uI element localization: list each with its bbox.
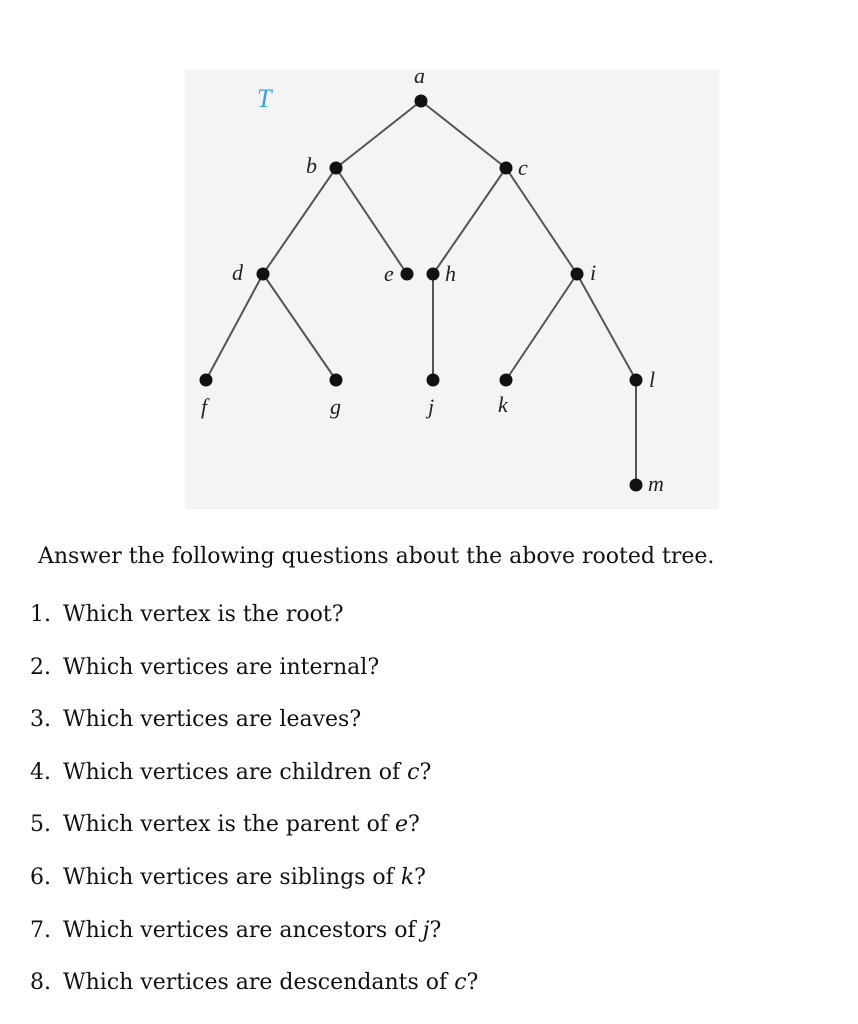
vertex-m xyxy=(630,479,643,492)
question-text: Which vertices are ancestors of xyxy=(63,917,423,943)
question-variable: k xyxy=(400,864,415,890)
edge-b-e xyxy=(336,168,407,274)
vertex-f xyxy=(200,374,213,387)
label-l: l xyxy=(649,367,656,392)
label-j: j xyxy=(428,394,435,419)
question-text: Which vertex is the root? xyxy=(63,602,344,627)
vertex-h xyxy=(427,268,440,281)
question-list xyxy=(30,600,478,1021)
label-b: b xyxy=(306,153,317,178)
question-number: 3. xyxy=(30,707,51,733)
vertex-i xyxy=(571,268,584,281)
vertex-b xyxy=(330,162,343,175)
edge-d-f xyxy=(206,274,263,380)
edge-b-d xyxy=(263,168,336,274)
question-item xyxy=(30,810,478,863)
question-item xyxy=(30,758,478,811)
label-i: i xyxy=(590,260,597,285)
vertex-a xyxy=(415,95,428,108)
question-text: Which vertices are siblings of xyxy=(63,864,401,890)
question-variable: c xyxy=(407,759,420,785)
question-item xyxy=(30,863,478,916)
question-variable: c xyxy=(454,970,467,996)
edge-i-l xyxy=(577,274,636,380)
edge-a-c xyxy=(421,101,506,168)
edge-i-k xyxy=(506,274,577,380)
question-number: 4. xyxy=(30,759,51,785)
question-end: ? xyxy=(419,759,432,785)
question-item xyxy=(30,600,478,653)
question-number: 6. xyxy=(30,864,51,890)
edge-c-h xyxy=(433,168,506,274)
label-c: c xyxy=(518,155,528,180)
tree-label: T xyxy=(257,84,272,113)
question-end: ? xyxy=(429,917,442,943)
question-variable: j xyxy=(422,917,430,943)
question-text: Which vertex is the parent of xyxy=(63,812,395,838)
question-text: Which vertices are internal? xyxy=(63,654,380,680)
question-number: 1. xyxy=(30,602,51,627)
question-item xyxy=(30,916,478,969)
question-item xyxy=(30,705,478,758)
question-number: 2. xyxy=(30,654,51,680)
label-d: d xyxy=(232,260,243,285)
question-end: ? xyxy=(414,864,426,890)
question-text: Which vertices are leaves? xyxy=(63,707,362,733)
intro-text: Answer the following questions about the above rooted tree. xyxy=(38,544,715,569)
question-item xyxy=(30,968,478,1021)
vertex-j xyxy=(427,374,440,387)
question-number: 5. xyxy=(30,812,51,838)
rooted-tree-diagram xyxy=(185,69,719,509)
question-end: ? xyxy=(466,970,479,996)
question-text: Which vertices are descendants of xyxy=(63,970,455,996)
vertex-d xyxy=(257,268,270,281)
label-k: k xyxy=(498,392,508,417)
question-end: ? xyxy=(408,812,420,838)
vertex-l xyxy=(630,374,643,387)
vertex-k xyxy=(500,374,513,387)
edge-a-b xyxy=(336,101,421,168)
label-e: e xyxy=(384,261,394,286)
question-text: Which vertices are children of xyxy=(63,759,408,785)
vertex-e xyxy=(401,268,414,281)
tree-nodes xyxy=(200,95,643,492)
question-item xyxy=(30,653,478,706)
edge-c-i xyxy=(506,168,577,274)
tree-figure xyxy=(185,69,719,509)
question-variable: e xyxy=(395,812,409,838)
label-g: g xyxy=(330,394,341,419)
question-number: 7. xyxy=(30,917,51,943)
question-number: 8. xyxy=(30,970,51,996)
tree-edges xyxy=(206,101,636,485)
label-h: h xyxy=(445,261,456,286)
label-a: a xyxy=(414,69,425,88)
vertex-g xyxy=(330,374,343,387)
label-f: f xyxy=(201,394,208,419)
label-m: m xyxy=(648,471,664,496)
vertex-c xyxy=(500,162,513,175)
edge-d-g xyxy=(263,274,336,380)
